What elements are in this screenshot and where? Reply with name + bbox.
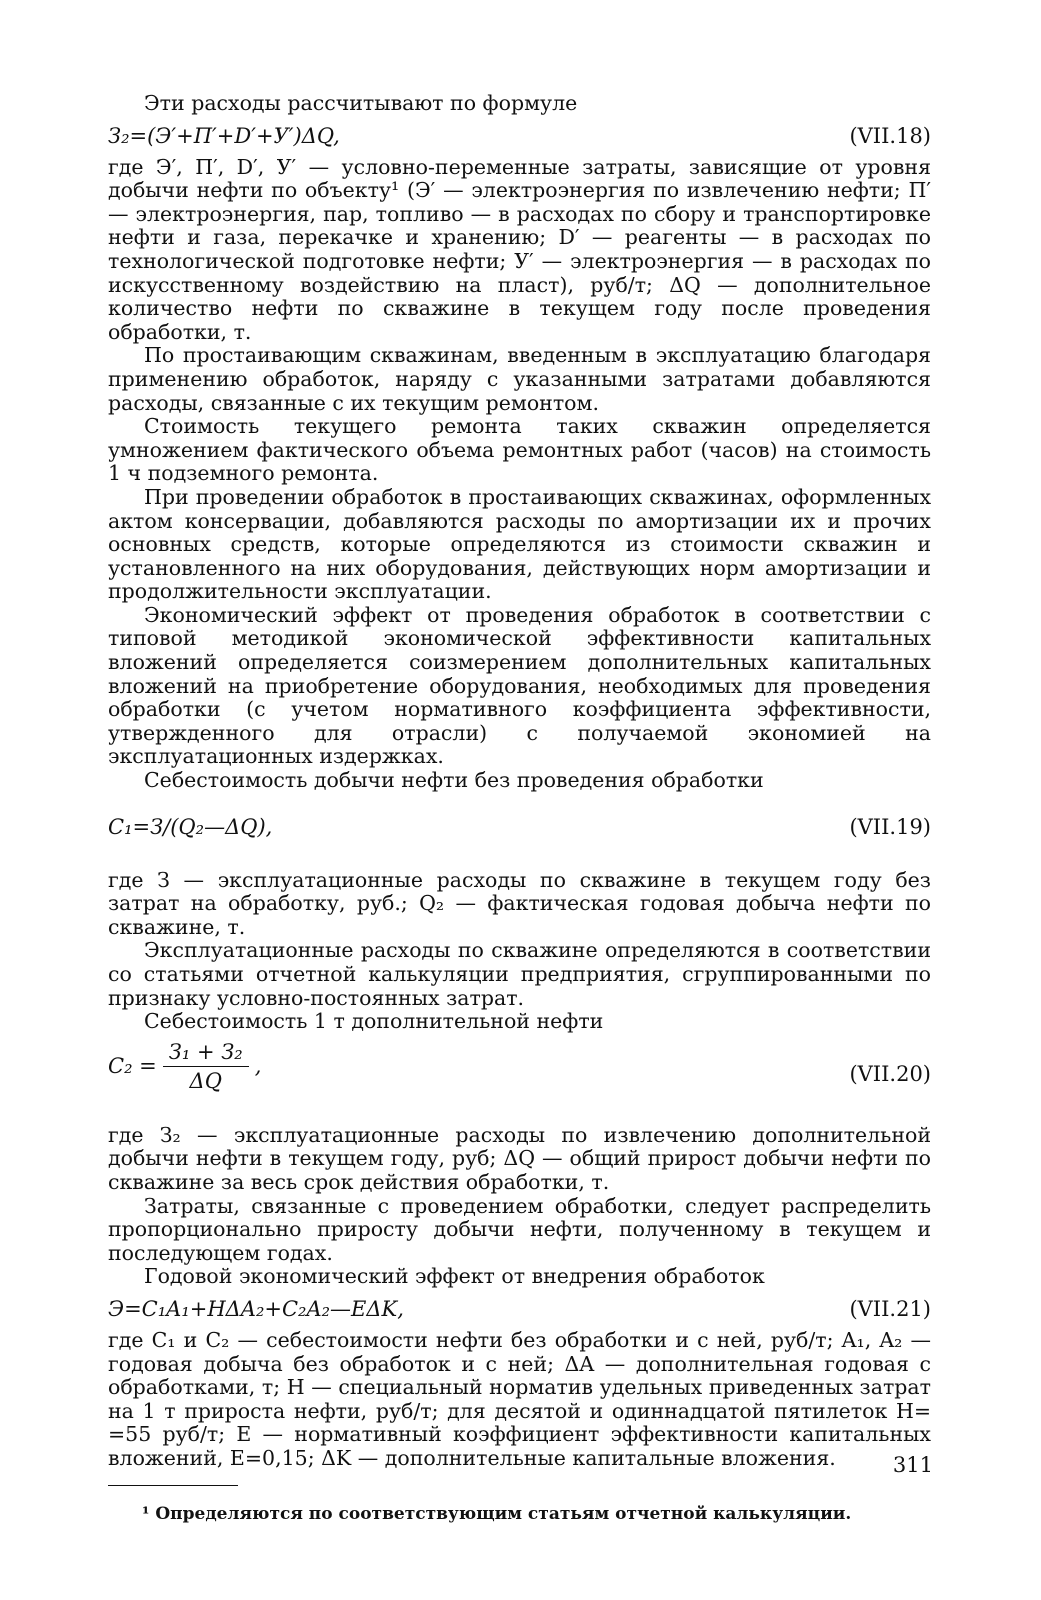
intro-text: Годовой экономический эффект от внедрения обработок bbox=[144, 1264, 765, 1289]
intro-text: Себестоимость добычи нефти без проведения обработки bbox=[144, 768, 764, 793]
paragraph: По простаивающим скважинам, введенным в эксплуатацию благодаря применению обработок, наряду с указанными затратами добавляются расходы, связанные с их текущим ремонтом. bbox=[108, 343, 931, 415]
formula-number: (VII.21) bbox=[849, 1296, 931, 1321]
formula-number: (VII.20) bbox=[849, 1061, 931, 1086]
formula-expression: З₂=(Э′+П′+D′+У′)ΔQ, bbox=[108, 123, 340, 148]
footnote-divider bbox=[108, 1485, 238, 1486]
paragraph: Экономический эффект от проведения обработок в соответствии с типовой методикой экономической эффективности капитальных вложений определяется соизмерением дополнительных капитальных вложений на приобретение оборудования, необходимых для проведения обработки (с учетом нормативного коэффициента эффективности, утвержденного для отрасли) с получаемой экономией на эксплуатационных издержках. bbox=[108, 602, 931, 769]
paragraph: где З₂ — эксплуатационные расходы по извлечению дополнительной добычи нефти в текущем году, руб; ΔQ — общий прирост добычи нефти по скважине за весь срок действия обработки, т. bbox=[108, 1122, 931, 1194]
fraction bbox=[163, 1040, 249, 1093]
footnote: ¹ Определяются по соответствующим статьям отчетной калькуляции. bbox=[142, 1503, 852, 1524]
formula-vii-20 bbox=[108, 1034, 931, 1124]
formula-vii-18 bbox=[108, 116, 931, 156]
formula-expression: C₁=З/(Q₂—ΔQ), bbox=[108, 814, 273, 839]
fraction-numerator: З₁ + З₂ bbox=[163, 1040, 249, 1067]
fraction-tail: , bbox=[254, 1054, 262, 1079]
paragraph: где Э′, П′, D′, У′ — условно-переменные затраты, зависящие от уровня добычи нефти по объекту¹ (Э′ — электроэнергия по извлечению нефти; П′ — электроэнергия, пар, топливо — в расходах по сбору и транспортировке нефти и газа, перекачке и хранению; D′ — реагенты — в расходах по технологической подготовке нефти; У′ — электроэнергия — в расходах по искусственному воздействию на пласт), руб/т; ΔQ — дополнительное количество нефти по скважине в текущем году после проведения обработки, т. bbox=[108, 154, 931, 344]
paragraph: Затраты, связанные с проведением обработки, следует распределить пропорционально приросту добычи нефти, полученному в текущем и последующем годах. bbox=[108, 1193, 931, 1265]
formula-number: (VII.19) bbox=[849, 814, 931, 839]
paragraph: где З — эксплуатационные расходы по скважине в текущем году без затрат на обработку, руб.; Q₂ — фактическая годовая добыча нефти по скважине, т. bbox=[108, 867, 931, 939]
paragraph: При проведении обработок в простаивающих скважинах, оформленных актом консервации, добавляются расходы по амортизации их и прочих основных средств, которые определяются из стоимости скважин и установленного на них оборудования, действующих норм амортизации и продолжительности эксплуатации. bbox=[108, 484, 931, 604]
formula-expression: Э=C₁A₁+HΔA₂+C₂A₂—EΔK, bbox=[108, 1296, 404, 1321]
paragraph: Эксплуатационные расходы по скважине определяются в соответствии со статьями отчетной калькуляции предприятия, сгруппированными по признаку условно-постоянных затрат. bbox=[108, 938, 931, 1010]
formula-vii-21 bbox=[108, 1289, 931, 1329]
fraction-lhs: C₂ = bbox=[108, 1054, 157, 1079]
fraction-expression bbox=[108, 1040, 261, 1093]
formula-vii-19 bbox=[108, 793, 931, 855]
intro-text: Себестоимость 1 т дополнительной нефти bbox=[144, 1009, 604, 1034]
formula-number: (VII.18) bbox=[849, 123, 931, 148]
page-body bbox=[108, 92, 931, 1542]
paragraph: Стоимость текущего ремонта таких скважин определяется умножением фактического объема ремонтных работ (часов) на стоимость 1 ч подземного ремонта. bbox=[108, 414, 931, 486]
paragraph: где C₁ и C₂ — себестоимости нефти без обработки и с ней, руб/т; A₁, A₂ — годовая добыча без обработок и с ней; ΔA — дополнительная годовая с обработками, т; H — специальный норматив удельных приведенных затрат на 1 т прироста нефти, руб/т; для десятой и одиннадцатой пятилеток H= =55 руб/т; E — нормативный коэффициент эффективности капитальных вложений, E=0,15; ΔK — дополнительные капитальные вложения. bbox=[108, 1327, 931, 1470]
fraction-denominator: ΔQ bbox=[189, 1068, 222, 1093]
intro-text: Эти расходы рассчитывают по формуле bbox=[144, 91, 578, 115]
page-number: 311 bbox=[892, 1453, 933, 1477]
